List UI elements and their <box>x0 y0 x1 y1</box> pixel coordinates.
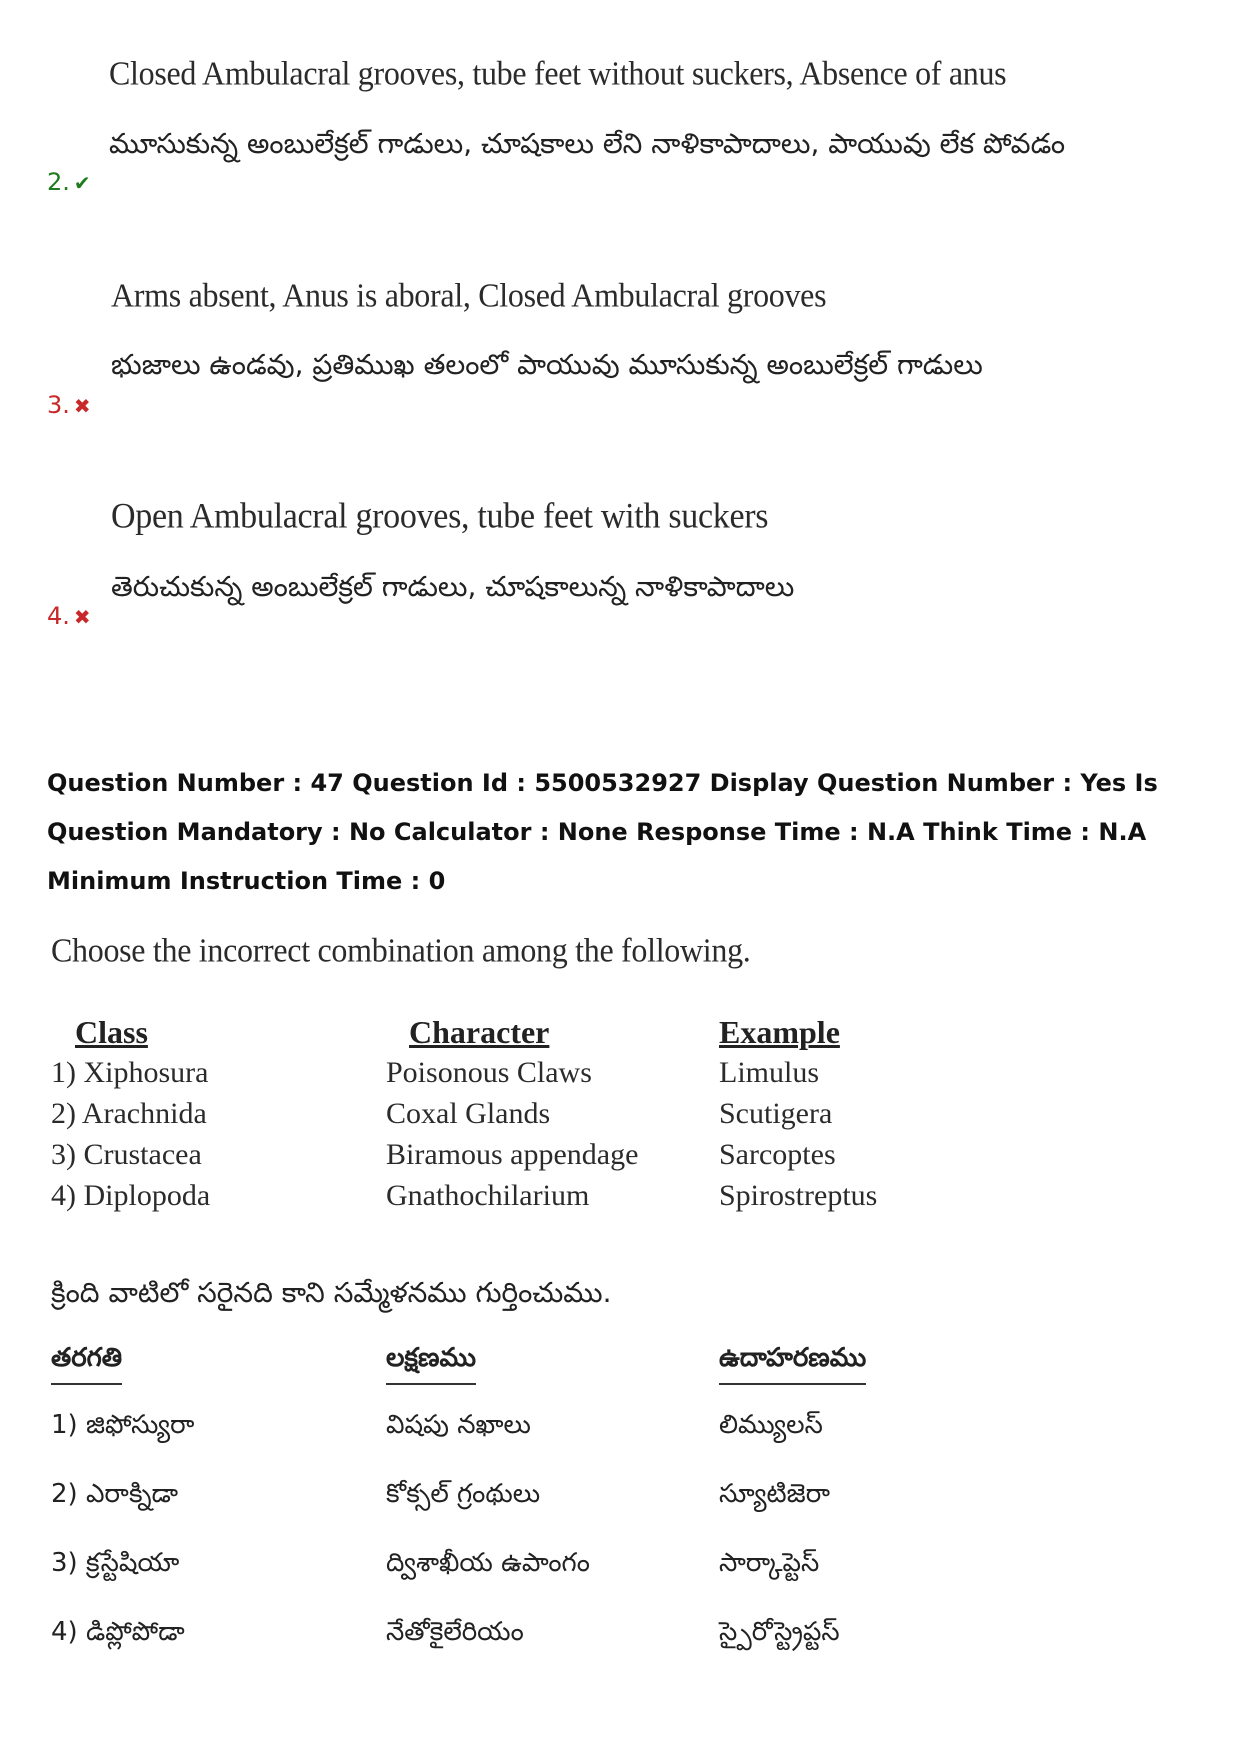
telugu-table-cell: 3) క్రస్టేషియా <box>51 1548 180 1578</box>
telugu-table-cell: ద్విశాఖీయ ఉపాంగం <box>386 1548 590 1578</box>
telugu-table-header-character: లక్షణము <box>386 1343 476 1385</box>
table-cell: Coxal Glands <box>386 1097 551 1130</box>
telugu-table-cell: 2) ఎరాక్నిడా <box>51 1479 179 1509</box>
table-cell: Gnathochilarium <box>386 1179 590 1212</box>
telugu-table-cell: లిమ్యులస్ <box>719 1410 823 1440</box>
telugu-table-cell: స్యూటిజెరా <box>719 1479 830 1509</box>
table-cell: 2) Arachnida <box>51 1097 207 1130</box>
question-prompt-telugu: క్రింది వాటిలో సరైనది కాని సమ్మేళనము గుర్తించుము. <box>51 1276 612 1309</box>
table-header-example: Example <box>719 1014 840 1050</box>
telugu-table-cell: 1) జిఫోస్యురా <box>51 1410 195 1440</box>
table-cell: Poisonous Claws <box>386 1056 592 1089</box>
cross-icon: ✖ <box>73 394 91 418</box>
table-header-character: Character <box>409 1014 550 1050</box>
table-cell: 1) Xiphosura <box>51 1056 209 1089</box>
question-metadata: Question Number : 47 Question Id : 5500532927 Display Question Number : Yes Is Question Mandatory : No Calculator : None Response Time : N.A Think Time : N.A Minimum Instruction Time : 0 <box>47 769 1158 895</box>
option-3-telugu: భుజాలు ఉండవు, ప్రతిముఖ తలంలో పాయువు మూసుకున్న అంబులేక్రల్ గాడులు <box>111 348 983 381</box>
table-cell: Biramous appendage <box>386 1138 639 1171</box>
telugu-table-header-class: తరగతి <box>51 1343 122 1385</box>
telugu-table-cell: విషపు నఖాలు <box>386 1410 531 1440</box>
option-2-english: Closed Ambulacral grooves, tube feet without suckers, Absence of anus <box>109 54 1007 92</box>
option-4-number-label: 4. <box>47 602 70 630</box>
check-icon: ✔ <box>73 171 91 195</box>
option-2-number-label: 2. <box>47 168 70 196</box>
option-4-number[interactable] <box>47 602 91 630</box>
table-cell: Scutigera <box>719 1097 833 1130</box>
table-cell: Spirostreptus <box>719 1179 878 1212</box>
telugu-table-cell: నేతోకైలేరియం <box>386 1617 524 1647</box>
telugu-table-header-example: ఉదాహరణము <box>719 1343 866 1385</box>
telugu-table-cell: స్పైరోస్ట్రెప్టస్ <box>719 1617 840 1647</box>
option-3-english: Arms absent, Anus is aboral, Closed Ambulacral grooves <box>111 276 827 314</box>
table-header-class: Class <box>75 1014 148 1050</box>
telugu-table-cell: కోక్సల్ గ్రంథులు <box>386 1479 541 1509</box>
option-2-telugu: మూసుకున్న అంబులేక్రల్ గాడులు, చూషకాలు లేని నాళికాపాదాలు, పాయువు లేక పోవడం <box>109 127 1066 160</box>
option-4-telugu: తెరుచుకున్న అంబులేక్రల్ గాడులు, చూషకాలున్న నాళికాపాదాలు <box>111 570 795 603</box>
table-cell: 4) Diplopoda <box>51 1179 211 1212</box>
option-3-number[interactable] <box>47 391 91 419</box>
table-cell: Limulus <box>719 1056 820 1089</box>
option-3-number-label: 3. <box>47 391 70 419</box>
table-cell: 3) Crustacea <box>51 1138 202 1171</box>
table-cell: Sarcoptes <box>719 1138 836 1171</box>
telugu-table-cell: 4) డిప్లోపోడా <box>51 1617 185 1647</box>
cross-icon: ✖ <box>73 605 91 629</box>
option-4-english: Open Ambulacral grooves, tube feet with suckers <box>111 497 769 536</box>
option-2-number[interactable] <box>47 168 91 196</box>
question-prompt-english: Choose the incorrect combination among the following. <box>51 931 751 969</box>
telugu-table-cell: సార్కాప్టెస్ <box>719 1548 820 1578</box>
